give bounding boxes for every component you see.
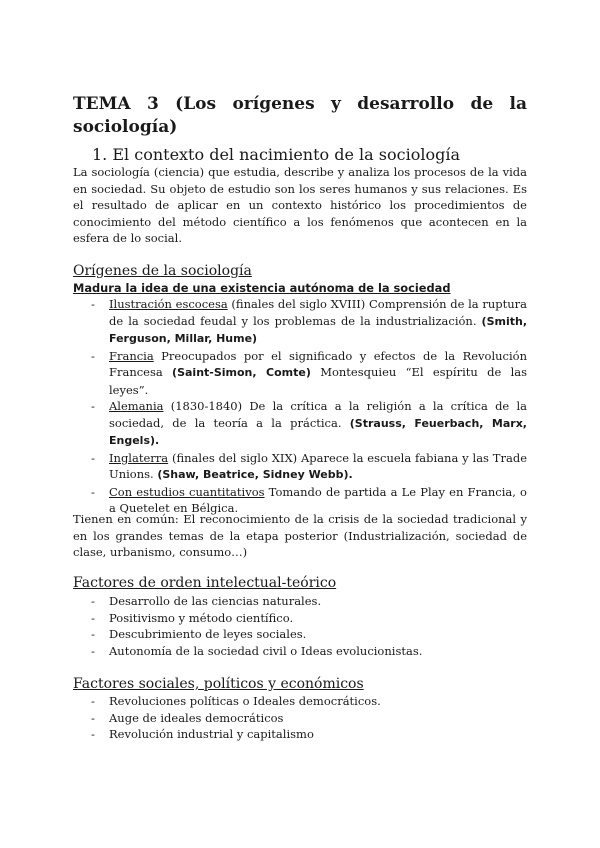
list-item: [73, 593, 527, 610]
list-item: [73, 610, 527, 627]
item-text: Autonomía de la sociedad civil o Ideas evolucionistas.: [109, 643, 423, 658]
bullet: -: [91, 450, 95, 465]
bullet: -: [91, 627, 95, 641]
item-text: Desarrollo de las ciencias naturales.: [109, 594, 322, 608]
origins-heading: Orígenes de la sociología: [73, 263, 252, 279]
intellectual-heading: Factores de orden intelectual-teórico: [73, 575, 337, 591]
page-title: TEMA 3 (Los orígenes y desarrollo de la sociología): [73, 94, 527, 137]
social-heading: Factores sociales, políticos y económicos: [73, 676, 364, 692]
item-text: Descubrimiento de leyes sociales.: [109, 627, 307, 641]
item-term: Francia: [109, 348, 154, 363]
bullet: -: [91, 694, 95, 708]
bullet: -: [91, 727, 95, 741]
item-text: (finales del siglo XVIII) Comprensión de la ruptura de la sociedad feudal y los problemas de la industrialización.: [109, 297, 527, 328]
list-item: [73, 643, 527, 660]
list-item: [73, 626, 527, 643]
bullet: -: [91, 399, 95, 413]
origins-subheading: Madura la idea de una existencia autónoma de la sociedad: [73, 281, 451, 295]
item-text: Tomando de partida a Le Play en Francia, o a Quetelet en Bélgica.: [109, 484, 527, 515]
bullet: -: [91, 610, 95, 625]
item-term: Con estudios cuantitativos: [109, 484, 265, 499]
item-text: (finales del siglo XIX) Aparece la escuela fabiana y las Trade Unions.: [109, 450, 527, 481]
bullet: -: [91, 710, 95, 725]
item-text: Revoluciones políticas o Ideales democráticos.: [109, 694, 381, 708]
list-item: [73, 296, 527, 348]
item-authors: (Saint-Simon, Comte): [172, 366, 311, 379]
item-after: Montesquieu “El espíritu de las leyes”.: [109, 365, 528, 397]
bullet: -: [91, 484, 95, 499]
bullet: -: [91, 643, 95, 658]
list-item: [73, 398, 527, 450]
item-authors: (Strauss, Feuerbach, Marx, Engels).: [109, 416, 527, 447]
list-item: [73, 450, 527, 484]
item-term: Inglaterra: [109, 450, 169, 465]
item-text: Preocupados por el significado y efectos de la Revolución Francesa: [109, 348, 527, 379]
bullet: -: [91, 348, 95, 363]
item-authors: (Smith, Ferguson, Millar, Hume): [109, 314, 527, 345]
item-text: (1830-1840) De la crítica a la religión a la crítica de la sociedad, de la teoría a la práctica.: [109, 399, 527, 430]
item-text: Positivismo y método científico.: [109, 610, 294, 625]
common-paragraph: Tienen en común: El reconocimiento de la crisis de la sociedad tradicional y en los grandes temas de la etapa posterior (Industrialización, sociedad de clase, urbanismo, consumo…): [73, 512, 527, 559]
list-item: [73, 348, 527, 399]
origins-list: [73, 296, 527, 517]
item-text: Revolución industrial y capitalismo: [109, 727, 314, 741]
list-item: [73, 710, 527, 727]
intro-paragraph: La sociología (ciencia) que estudia, describe y analiza los procesos de la vida en sociedad. Su objeto de estudio son los seres humanos y sus relaciones. Es el resultado de aplicar en un contexto histórico los procedimientos de conocimiento del método científico a los fenómenos que acontecen en la esfera de lo social.: [73, 165, 527, 245]
item-text: Auge de ideales democráticos: [109, 710, 284, 725]
bullet: -: [91, 297, 95, 311]
intellectual-list: [73, 593, 527, 659]
bullet: -: [91, 594, 95, 608]
list-item: [73, 693, 527, 710]
item-term: Ilustración escocesa: [109, 297, 228, 311]
section-heading: 1. El contexto del nacimiento de la sociología: [92, 145, 460, 164]
item-authors: (Shaw, Beatrice, Sidney Webb).: [157, 468, 353, 481]
list-item: [73, 726, 527, 743]
social-list: [73, 693, 527, 743]
item-term: Alemania: [109, 399, 164, 413]
